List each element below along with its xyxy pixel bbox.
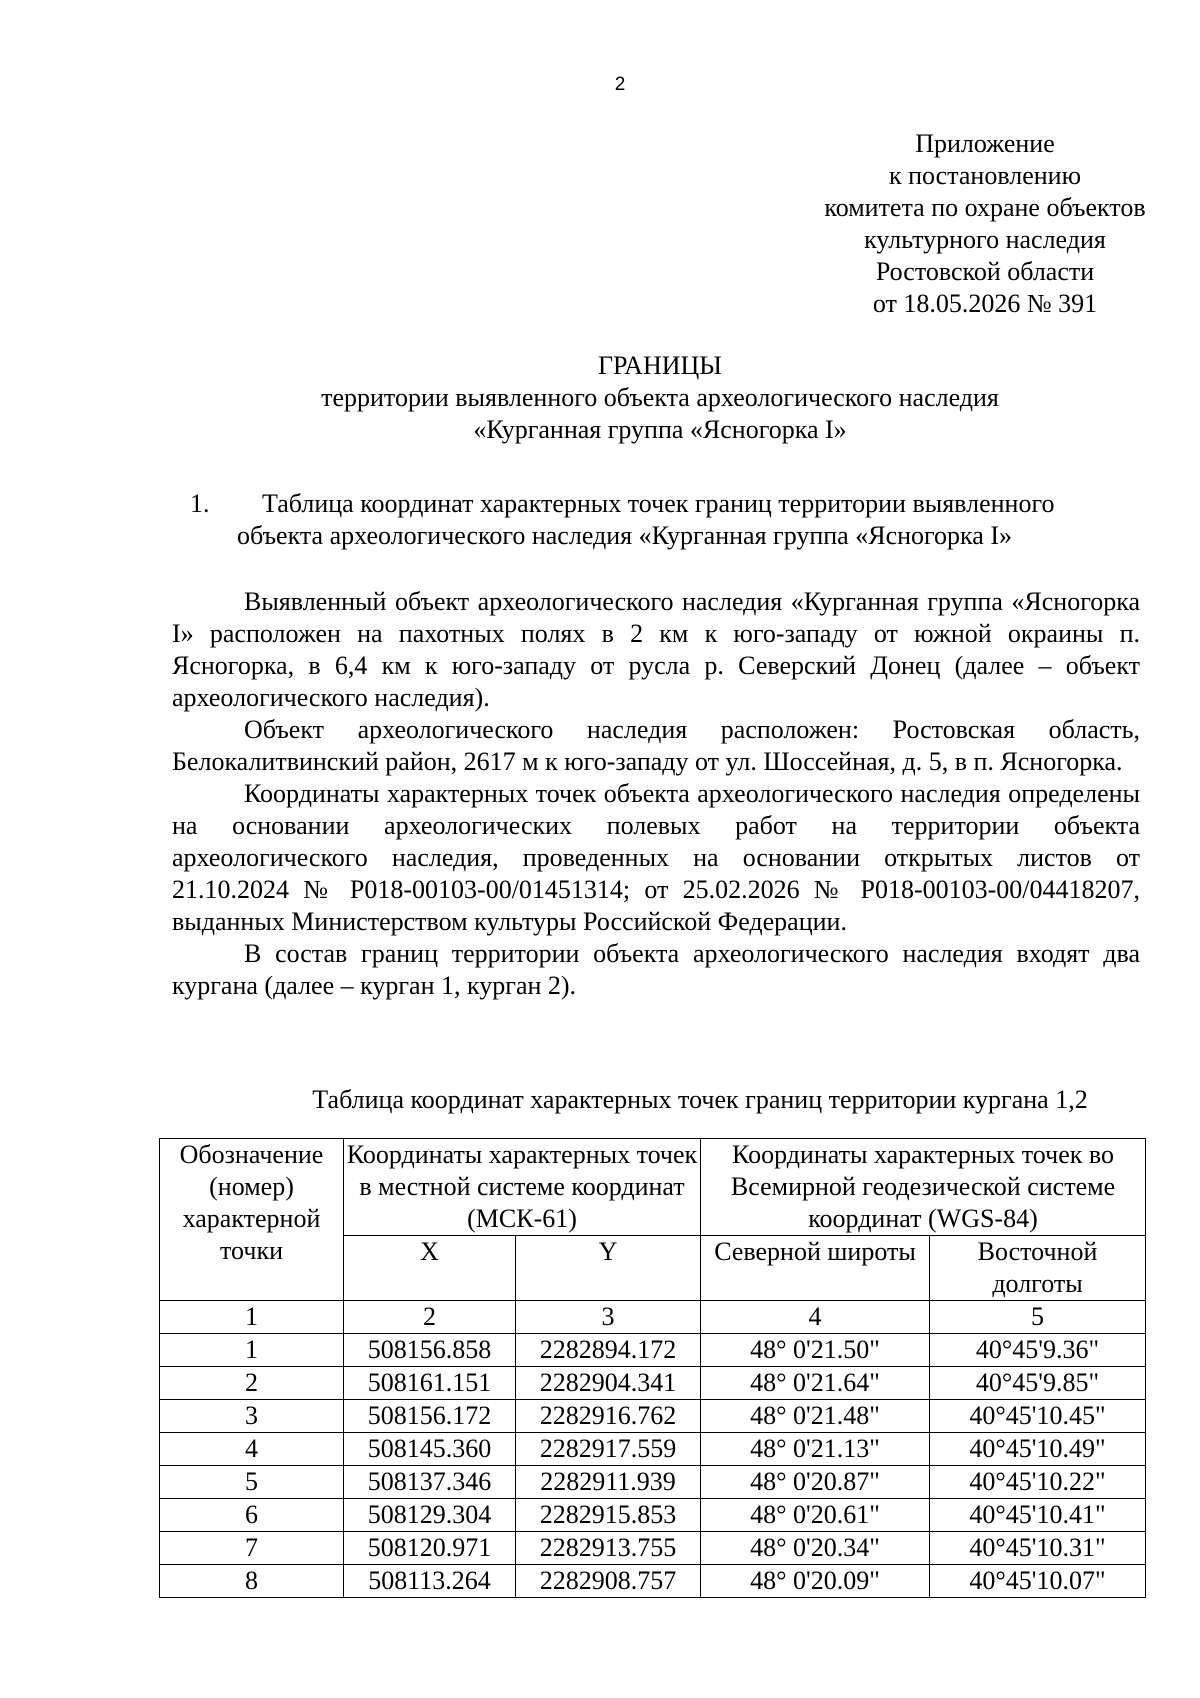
cell-latitude: 48° 0'20.09" [701, 1565, 930, 1598]
body-paragraph: Координаты характерных точек объекта археологического наследия определены на основании археологических полевых работ на территории объекта археологического наследия, проведенных на основании открытых листов от 21.10.2024 № Р018-00103-00/01451314; от 25.02.2026 № Р018-00103-00/04418207, выданных Министерством культуры Российской Федерации. [172, 779, 1140, 936]
column-number: 3 [516, 1301, 701, 1334]
cell-longitude: 40°45'10.41" [930, 1499, 1146, 1532]
cell-point: 8 [160, 1565, 344, 1598]
annex-line: к постановлению [888, 161, 1082, 190]
cell-latitude: 48° 0'21.13" [701, 1433, 930, 1466]
column-number: 2 [344, 1301, 516, 1334]
cell-point: 5 [160, 1466, 344, 1499]
column-number-row [160, 1301, 1146, 1334]
column-number: 4 [701, 1301, 930, 1334]
cell-latitude: 48° 0'21.50" [701, 1334, 930, 1367]
cell-point: 4 [160, 1433, 344, 1466]
cell-longitude: 40°45'10.31" [930, 1532, 1146, 1565]
header-point-designation: Обозначение (номер) характерной точки [160, 1139, 344, 1301]
table-row [160, 1565, 1146, 1598]
cell-x: 508120.971 [344, 1532, 516, 1565]
cell-x: 508113.264 [344, 1565, 516, 1598]
header-y: Y [516, 1236, 701, 1301]
cell-point: 6 [160, 1499, 344, 1532]
body-paragraph: Выявленный объект археологического наследия «Курганная группа «Ясногорка I» расположен на пахотных полях в 2 км к юго-западу от южной окраины п. Ясногорка, в 6,4 км к юго-западу от русла р. Северский Донец (далее – объект археологического наследия). [172, 587, 1140, 712]
page-number: 2 [614, 74, 626, 95]
table-row [160, 1532, 1146, 1565]
cell-latitude: 48° 0'20.61" [701, 1499, 930, 1532]
document-heading [170, 350, 1150, 446]
cell-x: 508129.304 [344, 1499, 516, 1532]
heading-subtitle-line: «Курганная группа «Ясногорка I» [473, 415, 847, 444]
header-msk61-coordinates: Координаты характерных точек в местной системе координат (МСК-61) [344, 1139, 701, 1236]
cell-y: 2282894.172 [516, 1334, 701, 1367]
cell-y: 2282913.755 [516, 1532, 701, 1565]
cell-x: 508161.151 [344, 1367, 516, 1400]
section-number: 1. [190, 489, 210, 518]
annex-line: культурного наследия [864, 225, 1106, 254]
coordinates-table [159, 1138, 1146, 1598]
cell-x: 508156.858 [344, 1334, 516, 1367]
annex-line: от 18.05.2026 № 391 [872, 289, 1098, 318]
section-title-line: объекта археологического наследия «Курганная группа «Ясногорка I» [237, 521, 1012, 550]
cell-longitude: 40°45'10.49" [930, 1433, 1146, 1466]
annex-reference-block [740, 128, 1200, 320]
heading-title: ГРАНИЦЫ [598, 351, 722, 380]
body-text [172, 586, 1140, 1002]
cell-x: 508137.346 [344, 1466, 516, 1499]
table-row [160, 1400, 1146, 1433]
column-number: 1 [160, 1301, 344, 1334]
heading-subtitle-line: территории выявленного объекта археологического наследия [321, 383, 999, 412]
table-row [160, 1433, 1146, 1466]
cell-latitude: 48° 0'20.87" [701, 1466, 930, 1499]
annex-line: комитета по охране объектов [824, 193, 1146, 222]
header-longitude: Восточной долготы [930, 1236, 1146, 1301]
header-x: X [344, 1236, 516, 1301]
section-title-line: Таблица координат характерных точек границ территории выявленного [262, 489, 1055, 518]
cell-longitude: 40°45'9.36" [930, 1334, 1146, 1367]
column-number: 5 [930, 1301, 1146, 1334]
annex-line: Приложение [915, 129, 1055, 158]
cell-point: 7 [160, 1532, 344, 1565]
header-wgs84-coordinates: Координаты характерных точек во Всемирной геодезической системе координат (WGS-84) [701, 1139, 1146, 1236]
section-heading [190, 488, 1140, 552]
cell-longitude: 40°45'10.22" [930, 1466, 1146, 1499]
cell-x: 508156.172 [344, 1400, 516, 1433]
cell-y: 2282915.853 [516, 1499, 701, 1532]
cell-latitude: 48° 0'20.34" [701, 1532, 930, 1565]
table-row [160, 1499, 1146, 1532]
cell-y: 2282904.341 [516, 1367, 701, 1400]
cell-x: 508145.360 [344, 1433, 516, 1466]
cell-y: 2282908.757 [516, 1565, 701, 1598]
table-row [160, 1466, 1146, 1499]
cell-point: 1 [160, 1334, 344, 1367]
cell-latitude: 48° 0'21.48" [701, 1400, 930, 1433]
body-paragraph: Объект археологического наследия расположен: Ростовская область, Белокалитвинский район, 2617 м к юго-западу от ул. Шоссейная, д. 5, в п. Ясногорка. [172, 715, 1140, 776]
table-caption: Таблица координат характерных точек границ территории кургана 1,2 [312, 1085, 1088, 1114]
cell-latitude: 48° 0'21.64" [701, 1367, 930, 1400]
cell-longitude: 40°45'9.85" [930, 1367, 1146, 1400]
annex-line: Ростовской области [875, 257, 1095, 286]
cell-y: 2282911.939 [516, 1466, 701, 1499]
header-latitude: Северной широты [701, 1236, 930, 1301]
cell-y: 2282916.762 [516, 1400, 701, 1433]
table-row [160, 1367, 1146, 1400]
cell-y: 2282917.559 [516, 1433, 701, 1466]
cell-longitude: 40°45'10.07" [930, 1565, 1146, 1598]
cell-point: 3 [160, 1400, 344, 1433]
cell-longitude: 40°45'10.45" [930, 1400, 1146, 1433]
cell-point: 2 [160, 1367, 344, 1400]
body-paragraph: В состав границ территории объекта археологического наследия входят два кургана (далее – курган 1, курган 2). [172, 939, 1140, 1000]
table-row [160, 1334, 1146, 1367]
